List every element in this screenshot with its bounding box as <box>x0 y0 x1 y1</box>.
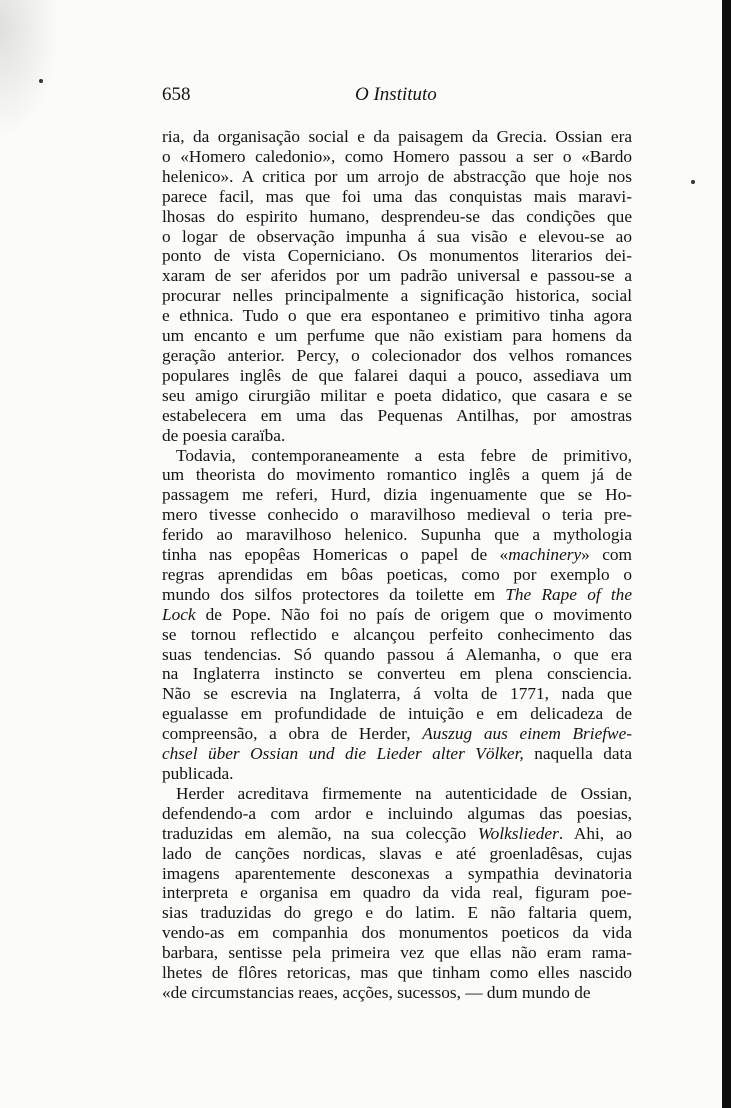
text-run: traduzidas em alemão, na sua colecção <box>162 823 478 843</box>
text-line <box>162 167 632 187</box>
text-run: procurar nelles principalmente a significação historica, social <box>162 286 632 306</box>
text-line <box>162 485 632 505</box>
text-run: egualasse em profundidade de intuição e em delicadeza de <box>162 704 632 724</box>
text-run: lhosas do espirito humano, desprendeu-se das condições que <box>162 206 632 226</box>
text-line <box>162 744 632 764</box>
text-line <box>162 246 632 266</box>
text-run: lado de canções nordicas, slavas e até groenladêsas, cujas <box>162 843 632 863</box>
text-line <box>162 147 632 167</box>
text-run: mundo dos silfos protectores da toilette em <box>162 584 506 604</box>
scan-shadow <box>0 0 60 140</box>
text-run: mero tivesse conhecido o maravilhoso medieval o teria pre- <box>162 505 632 525</box>
text-run: Todavia, contemporaneamente a esta febre de primitivo, <box>176 445 632 465</box>
paragraph <box>162 127 632 446</box>
text-line <box>162 565 632 585</box>
text-line <box>162 923 632 943</box>
text-run: passagem me referi, Hurd, dizia ingenuamente que se Ho- <box>162 485 632 505</box>
text-run: se tornou reflectido e alcançou perfeito conhecimento das <box>162 624 632 644</box>
text-run: helenico». A critica por um arrojo de abstracção que hoje nos <box>162 166 632 186</box>
text-line <box>162 406 632 426</box>
text-run: Não se escrevia na Inglaterra, á volta de 1771, nada que <box>162 684 632 704</box>
text-line <box>162 346 632 366</box>
text-line <box>162 903 632 923</box>
scan-speck <box>691 180 695 184</box>
page-header <box>162 84 632 110</box>
text-run: ria, da organisação social e da paisagem da Grecia. Ossian era <box>162 127 632 146</box>
text-run: sias traduzidas do grego e do latim. E não faltaria quem, <box>162 903 632 923</box>
italic-text: The Rape of the <box>505 584 632 604</box>
text-run: seu amigo cirurgião militar e poeta didatico, que casara e se <box>162 385 632 405</box>
text-line <box>162 664 632 684</box>
text-run: ferido ao maravilhoso helenico. Supunha que a mythologia <box>162 525 632 545</box>
text-run: lhetes de flôres retoricas, mas que tinham como elles nascido <box>162 963 632 983</box>
text-line <box>162 883 632 903</box>
body-text <box>162 127 632 1003</box>
text-run: ponto de vista Coperniciano. Os monumentos literarios dei- <box>162 246 632 266</box>
text-line <box>162 326 632 346</box>
text-run: » com <box>581 545 632 565</box>
scan-edge <box>722 0 731 1108</box>
text-line <box>162 366 632 386</box>
text-line <box>162 943 632 963</box>
text-run: um encanto e um perfume que não existiam para homens da <box>162 326 632 346</box>
text-line <box>162 266 632 286</box>
text-line <box>162 764 632 784</box>
text-run: defendendo-a com ardor e incluindo algumas das poesias, <box>162 803 632 823</box>
text-run: o «Homero caledonio», como Homero passou a ser o «Bardo <box>162 146 632 166</box>
text-run: um theorista do movimento romantico inglês a quem já de <box>162 465 632 485</box>
text-run: tinha nas epopêas Homericas o papel de « <box>162 545 509 565</box>
text-line <box>162 864 632 884</box>
text-line <box>162 525 632 545</box>
text-line <box>162 505 632 525</box>
text-run: na Inglaterra instincto se converteu em plena consciencia. <box>162 664 632 684</box>
text-line <box>162 784 632 804</box>
paragraph <box>162 446 632 784</box>
text-line <box>162 605 632 625</box>
text-run: publicada. <box>162 764 234 783</box>
text-run: barbara, sentisse pela primeira vez que ellas não eram rama- <box>162 943 632 963</box>
text-run: de poesia caraïba. <box>162 425 286 445</box>
text-line <box>162 187 632 207</box>
text-line <box>162 804 632 824</box>
text-line <box>162 704 632 724</box>
running-head: O Instituto <box>355 84 437 105</box>
text-run: imagens aparentemente desconexas a sympathia devinatoria <box>162 863 632 883</box>
text-run: o logar de observação impunha á sua visão e elevou-se ao <box>162 226 632 246</box>
text-line <box>162 724 632 744</box>
text-line <box>162 207 632 227</box>
text-line <box>162 306 632 326</box>
text-run: populares inglês de que falarei daqui a pouco, assediava um <box>162 365 632 385</box>
text-line <box>162 426 632 446</box>
text-line <box>162 465 632 485</box>
scan-speck <box>39 79 43 83</box>
text-run: vendo-as em companhia dos monumentos poeticos da vida <box>162 923 632 943</box>
text-line <box>162 645 632 665</box>
italic-text: Wolkslieder <box>477 823 559 843</box>
text-run: Herder acreditava firmemente na autenticidade de Ossian, <box>176 783 632 803</box>
text-line <box>162 446 632 466</box>
italic-text: Auszug aus einem Briefwe- <box>422 724 633 744</box>
text-run: . Ahi, ao <box>558 823 633 843</box>
text-line <box>162 824 632 844</box>
text-line <box>162 844 632 864</box>
italic-text: Lock <box>162 604 196 624</box>
text-run: naquella data <box>523 744 632 764</box>
text-line <box>162 625 632 645</box>
text-run: regras aprendidas em bôas poeticas, como por exemplo o <box>162 564 632 584</box>
text-run: e ethnica. Tudo o que era espontaneo e primitivo tinha agora <box>162 306 632 326</box>
text-line <box>162 127 632 147</box>
text-run: parece facil, mas que foi uma das conquistas mais maravi- <box>162 186 632 206</box>
text-run: interpreta e organisa em quadro da vida real, figuram poe- <box>162 883 632 903</box>
italic-text: machinery <box>508 545 582 565</box>
text-run: xaram de ser aferidos por um padrão universal e passou-se a <box>162 266 632 286</box>
text-line <box>162 684 632 704</box>
text-line <box>162 545 632 565</box>
text-line <box>162 386 632 406</box>
text-run: de Pope. Não foi no país de origem que o movimento <box>195 604 632 624</box>
text-line <box>162 983 632 1003</box>
text-line <box>162 286 632 306</box>
text-line <box>162 963 632 983</box>
text-run: «de circumstancias reaes, acções, sucessos, — dum mundo de <box>162 982 591 1002</box>
text-line <box>162 227 632 247</box>
text-run: suas tendencias. Só quando passou á Alemanha, o que era <box>162 644 632 664</box>
text-line <box>162 585 632 605</box>
text-run: geração anterior. Percy, o colecionador dos velhos romances <box>162 345 632 365</box>
paragraph <box>162 784 632 1003</box>
page-number: 658 <box>162 84 191 105</box>
text-run: compreensão, a obra de Herder, <box>162 724 423 744</box>
italic-text: chsel über Ossian und die Lieder alter Völker, <box>162 744 524 764</box>
text-run: estabelecera em uma das Pequenas Antilhas, por amostras <box>162 405 632 425</box>
